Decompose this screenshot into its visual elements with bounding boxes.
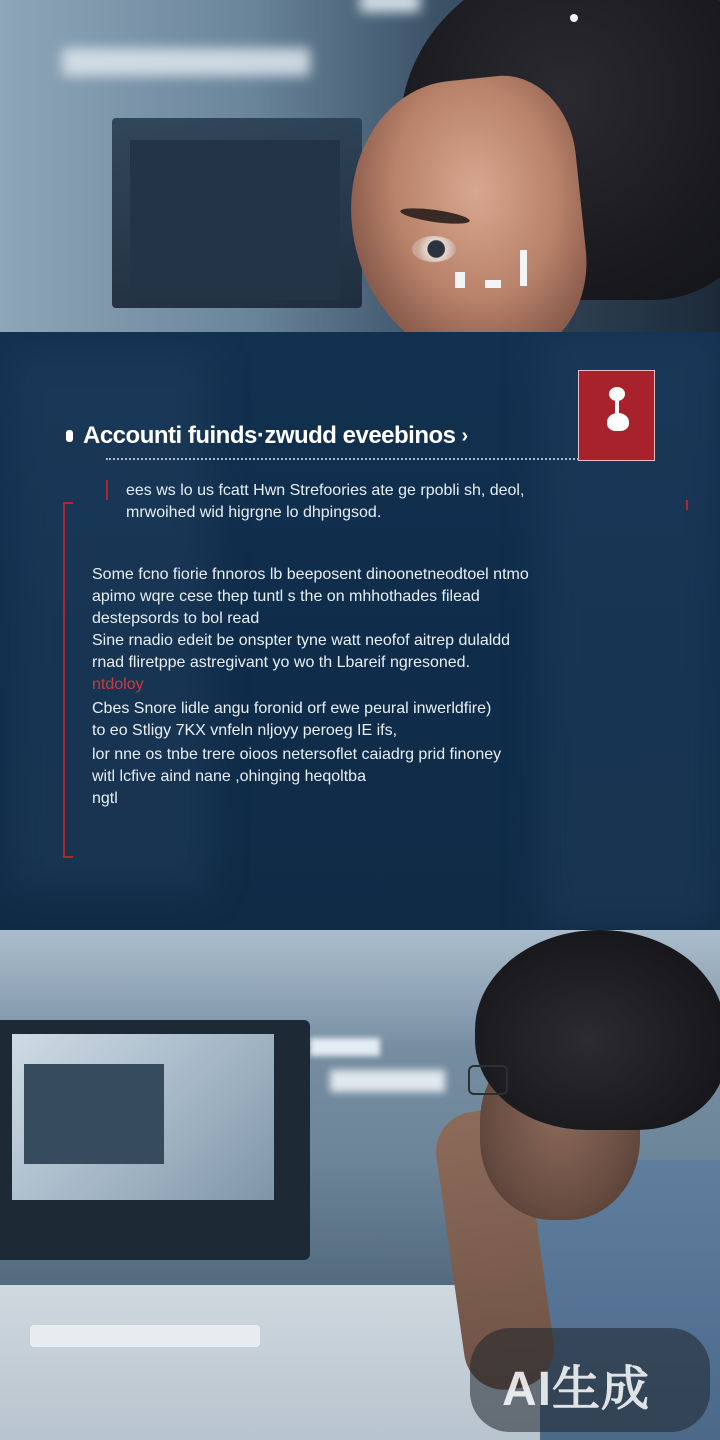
hud-mark [520,250,527,286]
text-line: apimo wqre cese thep tuntl s the on mhhothades filead [92,588,480,605]
bottom-photo [0,930,720,1440]
hud-mark [570,14,578,22]
monitor-window [24,1064,164,1164]
arrow-icon: › [461,424,468,447]
text-line: Sine rnadio edeit be onspter tyne watt neofof aitrep dulaldd [92,632,511,649]
text-line: ees ws lo us fcatt Hwn Strefoories ate ge rpobli sh, deol, [126,482,525,499]
intro-text [126,480,524,524]
text-line: rnad fliretppe astregivant yo wo th Lbareif ngresoned. [92,654,471,671]
person-emblem-icon [578,370,655,461]
paragraph-2 [92,630,510,696]
keyboard [30,1325,260,1347]
desk-monitor [0,1020,310,1260]
glasses-icon [468,1065,508,1095]
red-accent-tick [106,480,108,500]
highlight-text: ntdoloy [92,676,144,693]
emblem-neck [615,401,619,413]
background-screen [130,140,340,300]
dotted-divider [106,458,586,460]
woman-face [338,69,596,332]
text-line: to eo Stligy 7KX vnfeln nljoyy peroeg IE ifs, [92,722,398,739]
text-line: ngtl [92,790,118,807]
office-light [310,1038,380,1056]
text-line: mrwoihed wid higrgne lo dhpingsod. [126,504,382,521]
headline-text: Accounti fuinds·zwudd eveebinos [83,422,456,449]
ceiling-light [62,48,310,76]
emblem-body [607,413,629,431]
hud-mark [455,272,465,288]
man-hair [475,930,720,1130]
ceiling-light-secondary [360,0,420,12]
text-line: destepsords to bol read [92,610,260,627]
watermark-text: AI生成 [502,1363,651,1416]
emblem-head [609,387,625,401]
bullet-icon [66,430,73,442]
red-bracket [63,502,73,858]
text-line: Cbes Snore lidle angu foronid orf ewe peural inwerldfire) [92,700,492,717]
paragraph-4 [92,744,501,810]
paragraph-1 [92,564,529,630]
red-accent-tick-right [686,500,688,510]
ai-watermark [470,1328,710,1432]
top-photo [0,0,720,332]
text-line: lor nne os tnbe trere oioos netersoflet caiadrg prid finoney [92,746,502,763]
paragraph-3 [92,698,491,742]
office-light [330,1070,445,1092]
hud-mark [485,280,501,288]
text-line: Some fcno fiorie fnnoros lb beeposent dinoonetneodtoel ntmo [92,566,529,583]
woman-eye [412,236,456,262]
text-line: witl lcfive aind nane ,ohinging heqoltba [92,768,366,785]
headline [66,422,468,450]
